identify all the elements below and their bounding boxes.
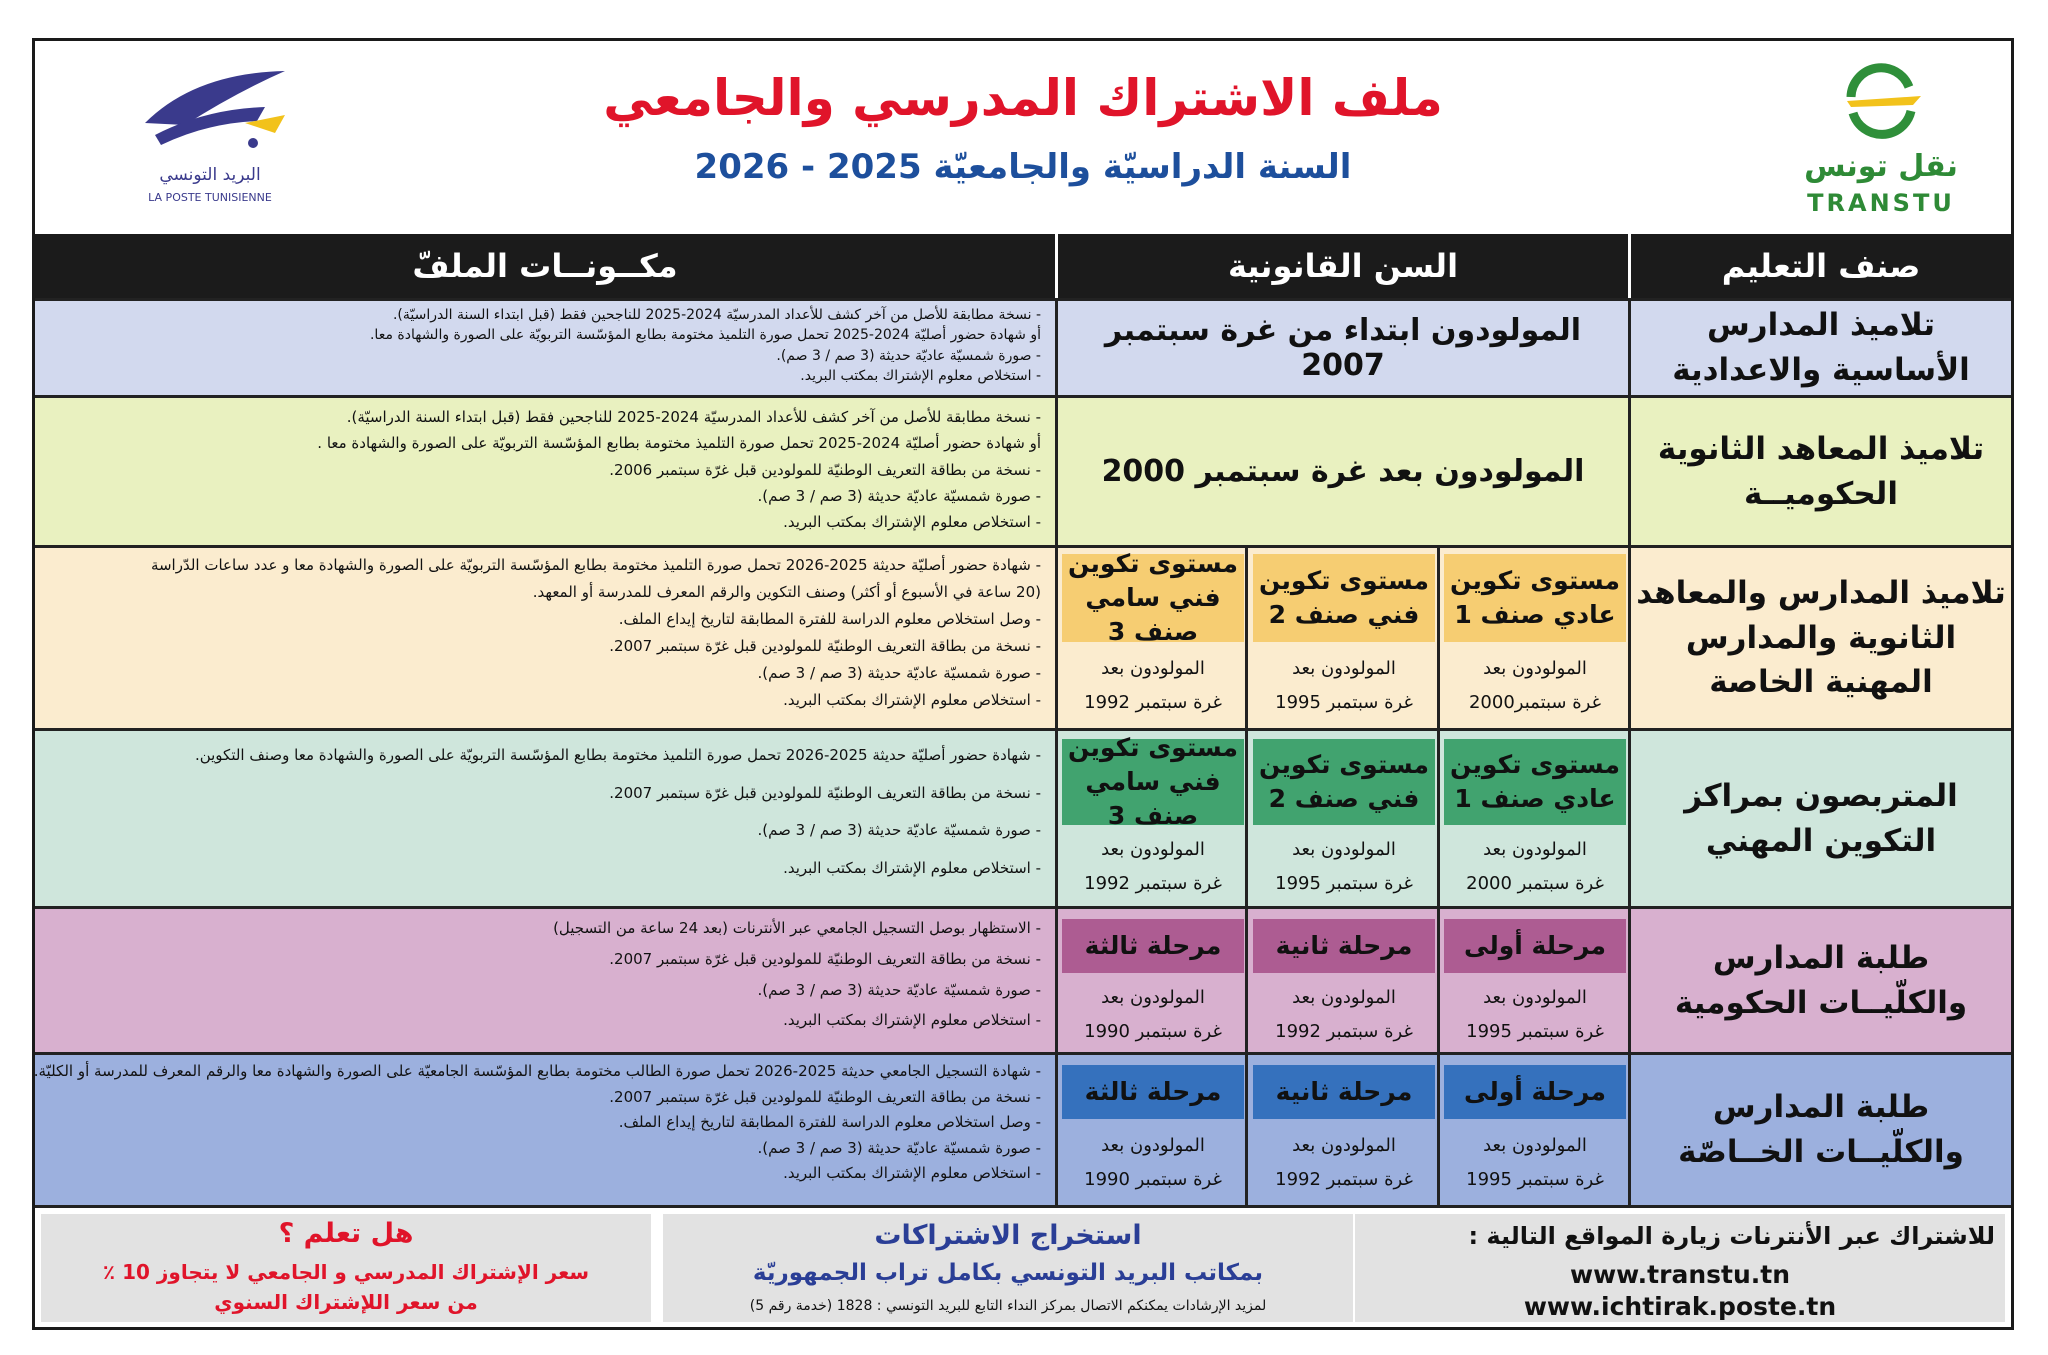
birth-condition-line: غرة سبتمبر 1992	[1275, 1021, 1413, 1043]
doc-line: - نسخة مطابقة للأصل من آخر كشف للأعداد المدرسيّة 2024-2025 للناجحين فقط (قبل ابتداء السنة الدراسيّة).	[392, 307, 1041, 323]
doc-line: - نسخة من بطاقة التعريف الوطنيّة للمولودين قبل غرّة سبتمبر 2006.	[609, 460, 1041, 479]
column-header-category: صنف التعليم	[1631, 234, 2011, 298]
did-you-know-line: من سعر اللإشتراك السنوي	[214, 1290, 478, 1314]
training-level-card	[1444, 739, 1626, 825]
row-category-label	[1631, 909, 2011, 1052]
birth-condition-line: غرة سبتمبر 1995	[1466, 1169, 1604, 1191]
row-category-line: والكلّيــات الخــاصّة	[1678, 1134, 1964, 1170]
doc-line: - صورة شمسيّة عاديّة حديثة (3 صم / 3 صم).	[757, 664, 1041, 682]
row-category-line: الثانوية والمدارس	[1685, 619, 1957, 656]
birth-condition-line: غرة سبتمبر 1992	[1275, 1169, 1413, 1191]
online-subscription-title: للاشتراك عبر الأنترنات زيارة المواقع التالية :	[1468, 1222, 1995, 1250]
study-cycle-label: مرحلة ثالثة	[1084, 1077, 1222, 1107]
birth-condition-line: المولودون بعد	[1101, 658, 1205, 679]
birth-condition-line: المولودون بعد	[1292, 1135, 1396, 1156]
doc-line: - نسخة مطابقة للأصل من آخر كشف للأعداد المدرسيّة 2024-2025 للناجحين فقط (قبل ابتداء السنة الدراسيّة).	[346, 408, 1041, 426]
doc-line: - الاستظهار بوصل التسجيل الجامعي عبر الأنترنات (بعد 24 ساعة من التسجيل)	[553, 919, 1041, 937]
training-level-line: مستوى تكوين	[1068, 733, 1238, 763]
table-row	[35, 728, 2011, 906]
birth-condition	[1444, 981, 1626, 1049]
extraction-help: لمزيد الإرشادات يمكنكم الاتصال بمركز النداء التابع للبريد التونسي : 1828 (خدمة رقم 5)	[749, 1298, 1267, 1314]
doc-line: - استخلاص معلوم الإشتراك بمكتب البريد.	[783, 691, 1041, 709]
doc-line: - استخلاص معلوم الإشتراك بمكتب البريد.	[800, 367, 1041, 384]
row-category-line: الحكوميــة	[1744, 475, 1898, 512]
extraction-line: بمكاتب البريد التونسي بكامل تراب الجمهوريّة	[752, 1260, 1264, 1286]
birth-condition	[1062, 981, 1244, 1049]
study-cycle-card	[1444, 1065, 1626, 1119]
column-divider	[1437, 731, 1440, 906]
column-divider	[1437, 1055, 1440, 1205]
birth-condition	[1253, 1129, 1435, 1197]
birth-condition-line: غرة سبتمبر 1995	[1275, 692, 1413, 714]
study-cycle-card	[1253, 1065, 1435, 1119]
page-subtitle: السنة الدراسيّة والجامعيّة 2025 - 2026	[694, 147, 1352, 187]
doc-line: - صورة شمسيّة عاديّة حديثة (3 صم / 3 صم).	[757, 821, 1041, 839]
transtu-logo-icon	[1781, 49, 1981, 149]
birth-condition	[1253, 652, 1435, 720]
doc-line: - نسخة من بطاقة التعريف الوطنيّة للمولودين قبل غرّة سبتمبر 2007.	[609, 949, 1041, 968]
doc-line: - شهادة حضور أصليّة حديثة 2025-2026 تحمل صورة التلميذ مختومة بطابع المؤسّسة التربويّة على الصورة والشهادة معا وصنف التكوين.	[194, 746, 1041, 764]
birth-condition	[1062, 1129, 1244, 1197]
row-docs	[35, 731, 1055, 906]
row-category-line: طلبة المدارس	[1712, 939, 1930, 976]
la-poste-bird-icon	[125, 63, 295, 163]
training-level-line: فني سامي صنف 3	[1085, 767, 1221, 830]
did-you-know-title: هل تعلم ؟	[278, 1218, 414, 1249]
row-category-line: تلاميذ المعاهد الثانوية	[1657, 430, 1985, 467]
site-link-ichtirak[interactable]: www.ichtirak.poste.tn	[1523, 1292, 1837, 1321]
birth-condition	[1444, 652, 1626, 720]
doc-line: - استخلاص معلوم الإشتراك بمكتب البريد.	[783, 1164, 1041, 1182]
doc-line: - شهادة التسجيل الجامعي حديثة 2025-2026 تحمل صورة الطالب مختومة بطابع المؤسّسة الجامعيّة على الصورة والشهادة معا والرقم المعرف للمدرسة أو الكليّة.	[33, 1062, 1041, 1080]
doc-line: أو شهادة حضور أصليّة 2024-2025 تحمل صورة التلميذ مختومة بطابع المؤسّسة التربويّة على الصورة والشهادة معا.	[369, 327, 1041, 344]
birth-condition-line: المولودون بعد	[1292, 987, 1396, 1008]
column-header-docs: مكــونــات الملفّ	[35, 234, 1055, 298]
row-category-line: المتربصون بمراكز	[1684, 777, 1958, 814]
birth-condition	[1253, 833, 1435, 901]
la-poste-logo-arabic: البريد التونسي	[159, 165, 261, 185]
extraction-box	[663, 1214, 1353, 1322]
training-level-line: مستوى تكوين	[1450, 566, 1620, 596]
doc-line: - استخلاص معلوم الإشتراك بمكتب البريد.	[783, 858, 1041, 877]
training-level-card	[1253, 554, 1435, 642]
birth-condition-line: المولودون بعد	[1292, 658, 1396, 679]
doc-line: - صورة شمسيّة عاديّة حديثة (3 صم / 3 صم).	[757, 486, 1041, 505]
row-docs	[35, 301, 1055, 395]
table-row	[35, 906, 2011, 1052]
row-category-line: الأساسية والاعدادية	[1672, 352, 1970, 388]
training-level-card	[1062, 733, 1244, 830]
training-level-line: مستوى تكوين	[1068, 549, 1238, 579]
study-cycle-label: مرحلة أولى	[1464, 1077, 1606, 1107]
column-divider	[1245, 909, 1248, 1052]
table-row	[35, 1052, 2011, 1205]
birth-condition-line: المولودون بعد	[1292, 839, 1396, 860]
column-divider	[1245, 548, 1248, 728]
training-level-line: عادي صنف 1	[1454, 600, 1616, 629]
doc-line: - نسخة من بطاقة التعريف الوطنيّة للمولودين قبل غرّة سبتمبر 2007.	[609, 783, 1041, 802]
birth-condition-line: غرة سبتمبر 2000	[1466, 873, 1604, 895]
birth-condition-line: المولودون بعد	[1483, 658, 1587, 679]
la-poste-logo-latin: LA POSTE TUNISIENNE	[148, 191, 272, 204]
did-you-know-line: سعر الإشتراك المدرسي و الجامعي لا يتجاوز 10 ٪	[102, 1260, 590, 1284]
doc-line: أو شهادة حضور أصليّة 2024-2025 تحمل صورة التلميذ مختومة بطابع المؤسّسة التربويّة على الصورة والشهادة معا .	[317, 434, 1041, 453]
training-level-line: مستوى تكوين	[1259, 750, 1429, 780]
birth-condition-line: غرة سبتمبر 1990	[1084, 1169, 1222, 1191]
study-cycle-card	[1062, 1065, 1244, 1119]
study-cycle-label: مرحلة أولى	[1464, 931, 1606, 961]
birth-condition	[1444, 833, 1626, 901]
row-age: المولودون ابتداء من غرة سبتمبر 2007	[1104, 313, 1582, 383]
did-you-know-box	[41, 1214, 651, 1322]
online-subscription-box	[1355, 1214, 2005, 1322]
row-category-label	[1631, 301, 2011, 395]
la-poste-logo	[125, 63, 295, 223]
transtu-logo	[1781, 49, 1981, 219]
row-docs	[35, 1055, 1055, 1205]
doc-line: - صورة شمسيّة عاديّة حديثة (3 صم / 3 صم).	[776, 347, 1041, 364]
birth-condition	[1444, 1129, 1626, 1197]
birth-condition-line: المولودون بعد	[1101, 987, 1205, 1008]
birth-condition-line: غرة سبتمبر 1992	[1084, 692, 1222, 714]
doc-line: - نسخة من بطاقة التعريف الوطنيّة للمولودين قبل غرّة سبتمبر 2007.	[609, 637, 1041, 655]
birth-condition-line: المولودون بعد	[1101, 1135, 1205, 1156]
study-cycle-label: مرحلة ثانية	[1275, 931, 1413, 961]
doc-line: (20 ساعة في الأسبوع أو أكثر) وصنف التكوين والرقم المعرف للمدرسة أو المعهد.	[532, 583, 1041, 601]
extraction-title: استخراج الاشتراكات	[874, 1220, 1142, 1251]
column-divider	[1245, 731, 1248, 906]
header-divider	[1628, 234, 1631, 298]
transtu-logo-arabic: نقل تونس	[1804, 149, 1958, 184]
table-row	[35, 545, 2011, 728]
training-level-line: مستوى تكوين	[1450, 750, 1620, 780]
study-cycle-card	[1444, 919, 1626, 973]
training-level-card	[1062, 549, 1244, 646]
column-divider	[1245, 1055, 1248, 1205]
row-category-label	[1631, 398, 2011, 545]
row-category-label	[1631, 1055, 2011, 1205]
row-category-line: التكوين المهني	[1705, 822, 1937, 859]
footer	[35, 1205, 2011, 1327]
doc-line: - استخلاص معلوم الإشتراك بمكتب البريد.	[783, 1011, 1041, 1030]
birth-condition-line: غرة سبتمبر 1995	[1466, 1021, 1604, 1043]
transtu-logo-latin: TRANSTU	[1807, 189, 1955, 217]
birth-condition	[1062, 833, 1244, 901]
row-category-line: طلبة المدارس	[1712, 1089, 1930, 1126]
doc-line: - صورة شمسيّة عاديّة حديثة (3 صم / 3 صم).	[757, 1138, 1041, 1157]
training-level-line: فني سامي صنف 3	[1085, 583, 1221, 646]
table-row	[35, 298, 2011, 395]
row-category-label	[1631, 548, 2011, 728]
table-row	[35, 395, 2011, 545]
study-cycle-card	[1253, 919, 1435, 973]
row-category-label	[1631, 731, 2011, 906]
column-header-age: السن القانونية	[1058, 234, 1628, 298]
training-level-card	[1444, 554, 1626, 642]
row-category-line: تلاميذ المدارس	[1707, 307, 1935, 344]
birth-condition-line: غرة سبتمبر2000	[1468, 692, 1602, 714]
row-category-line: والكلّيــات الحكومية	[1674, 984, 1968, 1021]
column-divider	[1437, 909, 1440, 1052]
header-divider	[1055, 234, 1058, 298]
row-docs	[35, 548, 1055, 728]
doc-line: - استخلاص معلوم الإشتراك بمكتب البريد.	[783, 513, 1041, 531]
page-title: ملف الاشتراك المدرسي والجامعي	[603, 69, 1443, 127]
study-cycle-label: مرحلة ثالثة	[1084, 931, 1222, 961]
training-level-line: مستوى تكوين	[1259, 566, 1429, 596]
table-divider-age-category	[1628, 298, 1631, 1205]
birth-condition	[1062, 652, 1244, 720]
birth-condition	[1253, 981, 1435, 1049]
table-divider-docs-age	[1055, 298, 1058, 1205]
site-link-transtu[interactable]: www.transtu.tn	[1569, 1260, 1790, 1289]
row-docs	[35, 909, 1055, 1052]
training-level-line: فني صنف 2	[1268, 784, 1420, 813]
training-level-card	[1253, 739, 1435, 825]
doc-line: - صورة شمسيّة عاديّة حديثة (3 صم / 3 صم).	[757, 980, 1041, 999]
doc-line: - وصل استخلاص معلوم الدراسة للفترة المطابقة لتاريخ إيداع الملف.	[618, 610, 1041, 628]
doc-line: - نسخة من بطاقة التعريف الوطنيّة للمولودين قبل غرّة سبتمبر 2007.	[609, 1087, 1041, 1106]
row-docs	[35, 398, 1055, 545]
birth-condition-line: المولودون بعد	[1483, 839, 1587, 860]
training-level-line: فني صنف 2	[1268, 600, 1420, 629]
birth-condition-line: المولودون بعد	[1483, 1135, 1587, 1156]
header	[35, 41, 2011, 234]
birth-condition-line: غرة سبتمبر 1990	[1084, 1021, 1222, 1043]
row-category-line: المهنية الخاصة	[1709, 664, 1933, 701]
study-cycle-label: مرحلة ثانية	[1275, 1077, 1413, 1107]
training-level-line: عادي صنف 1	[1454, 784, 1616, 813]
birth-condition-line: المولودون بعد	[1483, 987, 1587, 1008]
study-cycle-card	[1062, 919, 1244, 973]
row-category-line: تلاميذ المدارس والمعاهد	[1636, 574, 2006, 611]
birth-condition-line: غرة سبتمبر 1992	[1084, 873, 1222, 895]
birth-condition-line: غرة سبتمبر 1995	[1275, 873, 1413, 895]
doc-line: - وصل استخلاص معلوم الدراسة للفترة المطابقة لتاريخ إيداع الملف.	[618, 1113, 1041, 1131]
column-divider	[1437, 548, 1440, 728]
row-age: المولودون بعد غرة سبتمبر 2000	[1101, 454, 1585, 489]
birth-condition-line: المولودون بعد	[1101, 839, 1205, 860]
doc-line: - شهادة حضور أصليّة حديثة 2025-2026 تحمل صورة التلميذ مختومة بطابع المؤسّسة التربويّة على الصورة والشهادة معا و عدد ساعات الدّراسة	[150, 556, 1041, 574]
